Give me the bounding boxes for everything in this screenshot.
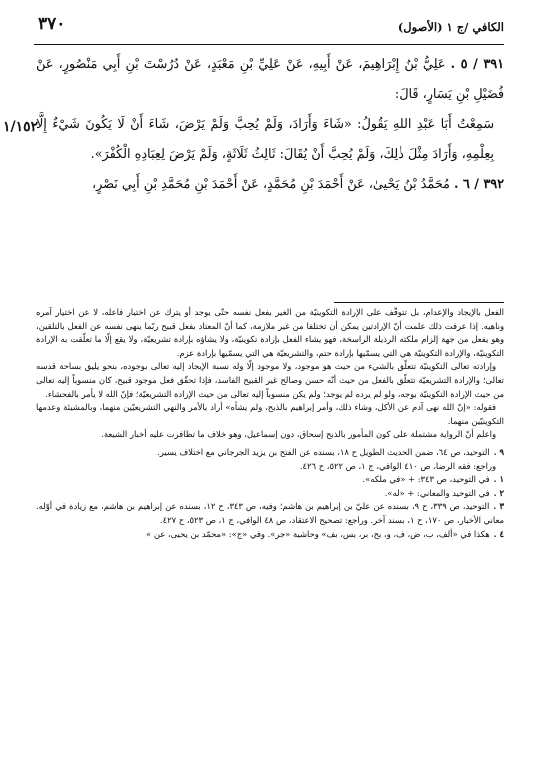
main-text — [36, 50, 504, 200]
hadith-391 — [36, 50, 504, 110]
hadith-text: عَلِيُّ بْنُ إِبْرَاهِيمَ، عَنْ أَبِيهِ، عَنْ عَلِيِّ بْنِ مَعْبَدٍ، عَنْ دُرُسْتَ بْنِ أَبِي مَنْصُورٍ، عَنْ فُضَيْلِ بْنِ يَسَارٍ، قَالَ: — [36, 57, 504, 102]
footnote-number: ٣ . — [493, 501, 504, 512]
footnote-text: في التوحيد والمعاني: + «له». — [384, 487, 490, 498]
commentary-paragraph: واعلم أنّ الرواية مشتملة على كون المأمور بالذبح إسحاق، دون إسماعيل، وهو خلاف ما تظافرت عليه أخبار الشيعة. — [101, 429, 496, 440]
footnote-number: ١ . — [493, 474, 504, 485]
hadith-text: مُحَمَّدُ بْنُ يَحْيىٰ، عَنْ أَحْمَدَ بْنِ مُحَمَّدٍ، عَنْ أَحْمَدَ بْنِ مُحَمَّدِ بْنِ أَبِي نَصْرٍ، — [91, 177, 450, 192]
commentary-paragraph: وإرادته تعالى التكوينيّة تتعلّق بالشيء من حيث هو موجود، ولا موجود إلّا وله نسبة الإيجاد إليه تعالى بوجوده، بنحو يليق بساحة قدسه تعالى؛ والإرادة التشريعيّة تتعلّق بالفعل من حيث أنّه حسن وصالح غير القبيح الفاسد، فإذا تحقّق فعل موجود قبيح، كان منسوباً إليه تعالى من حيث الإرادة التكوينيّة بوجه، ولو لم يرده لم يوجد؛ ولم يكن منسوباً إليه تعالى من حيث الإرادة التشريعيّة؛ فإنّ الله لا يأمر بالفحشاء. — [36, 361, 504, 399]
hadith-391-matn — [36, 110, 494, 170]
footnote — [36, 487, 504, 501]
footnote — [36, 528, 504, 542]
footnotes-area — [36, 306, 504, 541]
footnote-text: التوحيد، ص ٣٣٩، ح ٩، بسنده عن عليّ بن إبراهيم بن هاشم؛ وفيه، ص ٣٤٣، ح ١٢، بسنده عن إبراهيم بن هاشم، مع زيادة في أوّله. معاني الأخبار، ص ١٧٠، ح ١، بسند آخر. وراجع: تصحيح الاعتقاد، ص ٤٨ الوافي، ج ١، ص ٥٢٣، ح ٤٢٧. — [36, 501, 504, 525]
footnote-number: ٤ . — [493, 528, 504, 539]
hadith-number: ٣٩٢ / ٦ . — [453, 177, 504, 192]
footnote-text: في التوحيد، ص ٣٤٣: + «في ملكه». — [362, 474, 490, 485]
page-header — [34, 12, 504, 45]
footnote-number: ٩ . — [493, 446, 504, 457]
margin-reference-number: ١/١٥٢ — [3, 119, 39, 135]
hadith-text: سَمِعْتُ أَبَا عَبْدِ اللهِ يَقُولُ: «شَاءَ وَأَرَادَ، وَلَمْ يُحِبَّ وَلَمْ يَرْضَ، شَاءَ أَنْ لَا يَكُونَ شَيْءٌ إِلَّا بِعِلْمِهِ، وَأَرَادَ مِثْلَ ذٰلِكَ، وَلَمْ يُحِبَّ أَنْ يُقَالَ: ثَالِثُ ثَلَاثَةٍ، وَلَمْ يَرْضَ لِعِبَادِهِ الْكُفْرَ». — [36, 117, 494, 162]
footnote-text: هكذا في «ألف، ب، ض، ف، و، بح، بر، بس، بف» وحاشية «جر». وفي «ج»: «محمّد بن يحيى، عن » — [146, 528, 490, 539]
hadith-number: ٣٩١ / ٥ . — [450, 57, 504, 72]
footnote-divider — [334, 302, 504, 303]
footnote-text: وراجع: فقه الرضا، ص ٤١٠ الوافي، ج ١، ص ٥٢٢، ح ٤٢٦. — [299, 460, 496, 471]
commentary-paragraph: فقوله: «إنّ الله نهى آدم عن الأكل، وشاء ذلك، وأمر إبراهيم بالذبح، ولم يشأه» أراد بالأمر والنهي التشريعيّين منهما، وبالمشيئة وعدمها التكوينيّين منهما. — [36, 402, 504, 426]
book-title: الكافي /ج ١ (الأصول) — [397, 20, 504, 34]
footnote — [36, 500, 504, 527]
footnote — [36, 473, 504, 487]
footnote-number: ٢ . — [493, 487, 504, 498]
footnote-text: التوحيد، ص ٦٤، ضمن الحديث الطويل ح ١٨، بسنده عن الفتح بن يزيد الجرجاني مع اختلاف يسير. — [157, 446, 490, 457]
footnote — [36, 446, 504, 460]
page-number: ٣٧٠ — [38, 14, 66, 34]
footnote — [36, 460, 504, 474]
hadith-392 — [36, 170, 504, 200]
commentary-paragraph: الفعل بالإيجاد والإعدام، بل تتوقّف على الإرادة التكوينيّة من الغير بفعل نفسه حتّى يوجد أو يترك عن اختيار فاعله، لا عن اختيار آمره وناهيه. إذا عرفت ذلك علمت أنّ الإرادتين يمكن أن تختلفا من غير ملازمة، كما أنّ المعتاد بفعل قبيح ربّما ينهى نفسه عن الفعل بالتلقين، وهو يفعل من جهة إلزام ملكته الرذيلة الراسخة، فهو يشاء الفعل بإرادة تكوينيّة، ولا يشاؤه بإرادة تشريعيّة، ولا يقع إلّا ما تعلّقت به الإرادة التكوينيّة، والإرادة التكوينيّة هي التي يسمّيها بإرادة حتم، والتشريعيّة هي التي يسمّيها بإرادة عزم. — [36, 307, 504, 358]
